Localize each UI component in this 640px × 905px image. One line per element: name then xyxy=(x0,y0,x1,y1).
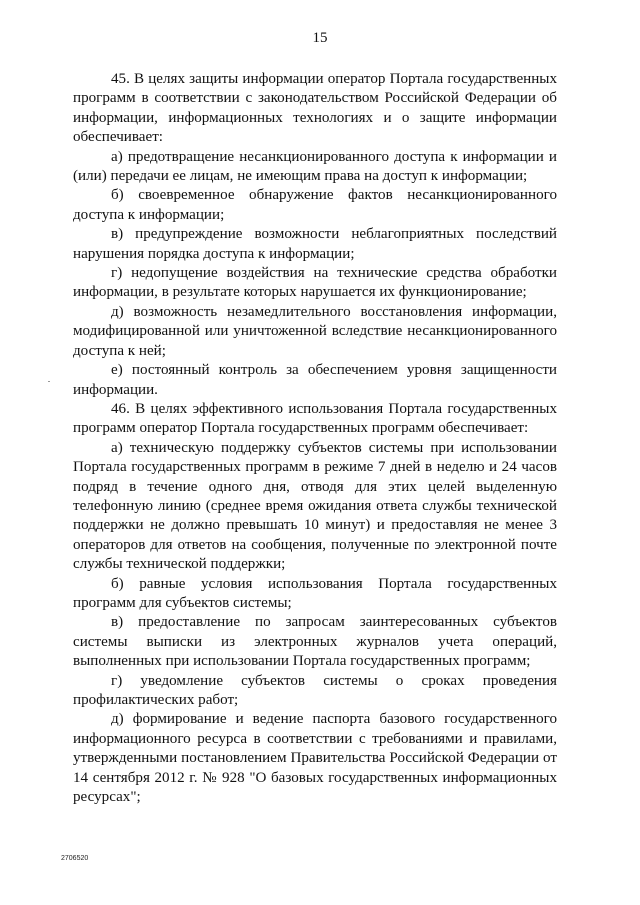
list-item-46b: б) равные условия использования Портала государственных программ для субъектов системы; xyxy=(73,575,557,611)
list-item-45d: г) недопущение воздействия на технические средства обработки информации, в результате которых нарушается их функционирование; xyxy=(73,265,557,301)
list-item-46d: г) уведомление субъектов системы о сроках проведения профилактических работ; xyxy=(73,672,557,708)
list-item-46c: в) предоставление по запросам заинтересованных субъектов системы выписки из электронных журналов учета операций, выполненных при использовании Портала государственных программ; xyxy=(73,614,557,670)
list-item-45c: в) предупреждение возможности неблагоприятных последствий нарушения порядка доступа к информации; xyxy=(73,226,557,262)
paragraph-46: 46. В целях эффективного использования Портала государственных программ оператор Портала государственных программ обеспечивает: xyxy=(73,400,557,437)
page-number: 15 xyxy=(312,30,328,46)
document-body xyxy=(73,70,557,807)
paragraph-45: 45. В целях защиты информации оператор Портала государственных программ в соответствии с законодательством Российской Федерации об информации, информационных технологиях и о защите информации обеспечивает: xyxy=(73,71,557,146)
list-item-46a: а) техническую поддержку субъектов системы при использовании Портала государственных программ в режиме 7 дней в неделю и 24 часов подряд в течение одного дня, отводя для этих целей выделенную телефонную линию (среднее время ожидания ответа службы технической поддержки не должно превышать 10 минут) и предоставляя не менее 3 операторов для ответов на сообщения, полученные по электронной почте службы технической поддержки; xyxy=(73,439,557,573)
list-item-45a: а) предотвращение несанкционированного доступа к информации и (или) передачи ее лицам, не имеющим права на доступ к информации; xyxy=(73,148,557,185)
list-item-45b: б) своевременное обнаружение фактов несанкционированного доступа к информации; xyxy=(73,187,557,223)
document-id: 2706520 xyxy=(61,855,89,862)
list-item-45e: д) возможность незамедлительного восстановления информации, модифицированной или уничтоженной вследствие несанкционированного доступа к ней; xyxy=(73,303,557,359)
scan-speck xyxy=(48,381,50,382)
list-item-46e: д) формирование и ведение паспорта базового государственного информационного ресурса в соответствии с требованиями и правилами, утвержденными постановлением Правительства Российской Федерации от 14 сентября 2012 г. № 928 "О базовых государственных информационных ресурсах"; xyxy=(73,711,557,806)
list-item-45f: е) постоянный контроль за обеспечением уровня защищенности информации. xyxy=(73,362,557,398)
